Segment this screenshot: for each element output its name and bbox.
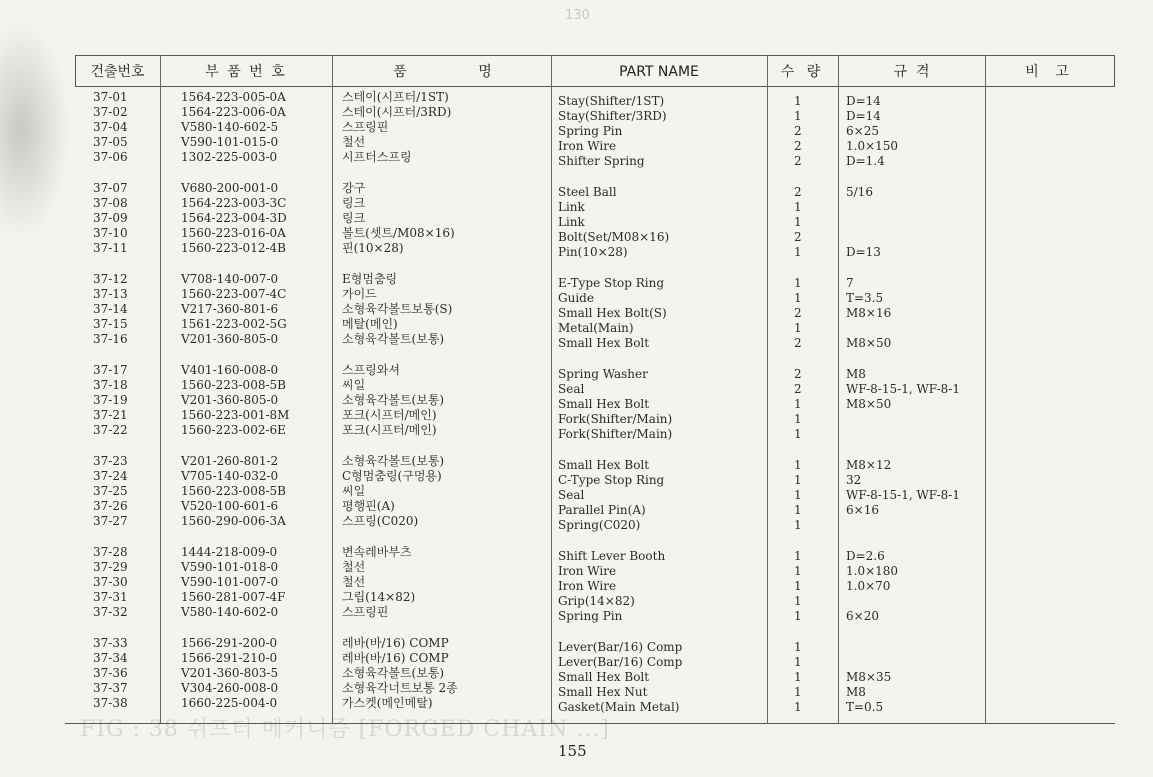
row-part-number: V201-360-805-0: [181, 393, 279, 407]
row-part-number: 1560-223-016-0A: [181, 226, 286, 240]
row-quantity: 1: [794, 200, 802, 214]
row-part-number: V520-100-601-6: [181, 499, 279, 513]
row-korean-name: 그립(14×82): [342, 590, 416, 604]
col-divider: [985, 55, 986, 723]
row-part-name: Small Hex Bolt: [558, 336, 650, 350]
row-specification: 6×20: [846, 609, 879, 623]
row-item-number: 37-15: [93, 317, 128, 331]
row-quantity: 2: [794, 124, 802, 138]
row-quantity: 1: [794, 594, 802, 608]
row-korean-name: 철선: [342, 575, 366, 589]
row-quantity: 1: [794, 564, 802, 578]
row-part-number: 1560-281-007-4F: [181, 590, 286, 604]
row-part-name: Gasket(Main Metal): [558, 700, 680, 714]
row-part-name: Bolt(Set/M08×16): [558, 230, 670, 244]
col-divider: [838, 55, 839, 723]
row-part-name: Metal(Main): [558, 321, 634, 335]
row-part-number: 1560-223-001-8M: [181, 408, 290, 422]
row-specification: D=14: [846, 94, 881, 108]
row-part-name: Parallel Pin(A): [558, 503, 646, 517]
row-quantity: 1: [794, 473, 802, 487]
row-korean-name: 스프링핀: [342, 120, 389, 134]
row-part-name: C-Type Stop Ring: [558, 473, 665, 487]
row-item-number: 37-07: [93, 181, 128, 195]
row-part-name: Shift Lever Booth: [558, 549, 666, 563]
row-specification: 1.0×150: [846, 139, 899, 153]
row-korean-name: 철선: [342, 560, 366, 574]
row-part-number: 1564-223-006-0A: [181, 105, 286, 119]
row-korean-name: 스테이(시프터/1ST): [342, 90, 449, 104]
row-quantity: 1: [794, 412, 802, 426]
row-item-number: 37-36: [93, 666, 128, 680]
row-part-name: E-Type Stop Ring: [558, 276, 665, 290]
row-specification: 5/16: [846, 185, 873, 199]
row-part-name: Link: [558, 215, 585, 229]
row-part-name: Link: [558, 200, 585, 214]
row-item-number: 37-05: [93, 135, 128, 149]
row-part-name: Spring Washer: [558, 367, 648, 381]
row-specification: D=2.6: [846, 549, 885, 563]
row-part-name: Spring Pin: [558, 609, 623, 623]
row-item-number: 37-04: [93, 120, 128, 134]
row-part-number: V590-101-018-0: [181, 560, 279, 574]
row-part-name: Stay(Shifter/3RD): [558, 109, 667, 123]
row-korean-name: 변속레바부츠: [342, 545, 412, 559]
row-item-number: 37-29: [93, 560, 128, 574]
row-part-number: 1560-223-008-5B: [181, 484, 286, 498]
row-part-number: 1560-223-002-6E: [181, 423, 286, 437]
row-part-name: Small Hex Bolt: [558, 458, 650, 472]
row-part-name: Spring Pin: [558, 124, 623, 138]
row-part-name: Stay(Shifter/1ST): [558, 94, 665, 108]
row-korean-name: 링크: [342, 211, 366, 225]
row-part-name: Seal: [558, 382, 585, 396]
row-item-number: 37-22: [93, 423, 128, 437]
row-quantity: 1: [794, 427, 802, 441]
row-part-number: 1564-223-003-3C: [181, 196, 287, 210]
row-quantity: 2: [794, 230, 802, 244]
row-quantity: 2: [794, 367, 802, 381]
row-quantity: 1: [794, 245, 802, 259]
row-part-number: V590-101-007-0: [181, 575, 279, 589]
row-part-name: Small Hex Bolt: [558, 670, 650, 684]
row-quantity: 1: [794, 655, 802, 669]
row-item-number: 37-06: [93, 150, 128, 164]
col-divider: [332, 55, 333, 723]
row-part-name: Small Hex Nut: [558, 685, 648, 699]
row-korean-name: 평행핀(A): [342, 499, 395, 513]
row-korean-name: C형멈춤링(구멍용): [342, 469, 442, 483]
row-part-number: V590-101-015-0: [181, 135, 279, 149]
row-item-number: 37-02: [93, 105, 128, 119]
row-item-number: 37-23: [93, 454, 128, 468]
row-quantity: 2: [794, 139, 802, 153]
row-part-number: 1560-223-008-5B: [181, 378, 286, 392]
row-item-number: 37-11: [93, 241, 128, 255]
row-part-number: V217-360-801-6: [181, 302, 279, 316]
row-specification: WF-8-15-1, WF-8-1: [846, 382, 960, 396]
row-part-number: 1302-225-003-0: [181, 150, 278, 164]
row-quantity: 2: [794, 306, 802, 320]
col-divider: [551, 55, 552, 723]
row-part-name: Lever(Bar/16) Comp: [558, 655, 683, 669]
row-korean-name: 레바(바/16) COMP: [342, 636, 449, 650]
row-item-number: 37-19: [93, 393, 128, 407]
row-korean-name: 강구: [342, 181, 366, 195]
row-quantity: 2: [794, 336, 802, 350]
row-korean-name: 스프링핀: [342, 605, 389, 619]
row-specification: M8×50: [846, 397, 892, 411]
col-divider: [767, 55, 768, 723]
row-korean-name: 가이드: [342, 287, 377, 301]
row-korean-name: 스프링와셔: [342, 363, 400, 377]
header-remark: 비 고: [1025, 64, 1075, 80]
row-quantity: 1: [794, 640, 802, 654]
row-specification: D=13: [846, 245, 881, 259]
row-part-name: Shifter Spring: [558, 154, 645, 168]
row-part-number: V580-140-602-0: [181, 605, 279, 619]
row-item-number: 37-21: [93, 408, 128, 422]
row-quantity: 1: [794, 215, 802, 229]
row-part-name: Iron Wire: [558, 579, 617, 593]
row-part-number: V201-360-805-0: [181, 332, 279, 346]
row-specification: M8×16: [846, 306, 892, 320]
row-quantity: 1: [794, 518, 802, 532]
row-part-name: Fork(Shifter/Main): [558, 412, 673, 426]
header-spec: 규 격: [893, 64, 930, 80]
row-part-name: Steel Ball: [558, 185, 617, 199]
row-korean-name: 메탈(메인): [342, 317, 398, 331]
row-specification: 1.0×70: [846, 579, 891, 593]
row-item-number: 37-33: [93, 636, 128, 650]
header-part-name: PART NAME: [619, 64, 699, 80]
row-quantity: 1: [794, 458, 802, 472]
row-part-number: 1444-218-009-0: [181, 545, 278, 559]
row-item-number: 37-17: [93, 363, 128, 377]
row-item-number: 37-37: [93, 681, 128, 695]
row-korean-name: 포크(시프터/메인): [342, 423, 437, 437]
row-item-number: 37-31: [93, 590, 128, 604]
row-item-number: 37-14: [93, 302, 128, 316]
row-part-number: V708-140-007-0: [181, 272, 279, 286]
row-item-number: 37-10: [93, 226, 128, 240]
row-part-name: Seal: [558, 488, 585, 502]
row-specification: M8×50: [846, 336, 892, 350]
row-specification: WF-8-15-1, WF-8-1: [846, 488, 960, 502]
row-part-name: Lever(Bar/16) Comp: [558, 640, 683, 654]
row-item-number: 37-16: [93, 332, 128, 346]
row-quantity: 1: [794, 700, 802, 714]
row-part-name: Spring(C020): [558, 518, 641, 532]
row-part-number: 1564-223-005-0A: [181, 90, 286, 104]
row-part-name: Iron Wire: [558, 139, 617, 153]
row-korean-name: 씨일: [342, 378, 366, 392]
row-korean-name: 볼트(셋트/M08×16): [342, 226, 455, 240]
row-korean-name: 소형육각볼트(보통): [342, 666, 445, 680]
row-korean-name: 시프터스프링: [342, 150, 412, 164]
row-part-number: V680-200-001-0: [181, 181, 279, 195]
row-specification: M8×35: [846, 670, 892, 684]
row-korean-name: 씨일: [342, 484, 366, 498]
row-korean-name: 링크: [342, 196, 366, 210]
row-korean-name: 핀(10×28): [342, 241, 404, 255]
row-korean-name: 포크(시프터/메인): [342, 408, 437, 422]
row-part-number: 1660-225-004-0: [181, 696, 278, 710]
row-quantity: 1: [794, 321, 802, 335]
row-item-number: 37-01: [93, 90, 128, 104]
row-quantity: 1: [794, 276, 802, 290]
row-part-number: V580-140-602-5: [181, 120, 279, 134]
col-divider: [160, 55, 161, 723]
row-korean-name: 스테이(시프터/3RD): [342, 105, 452, 119]
scan-smudge: [0, 20, 70, 240]
row-korean-name: 레바(바/16) COMP: [342, 651, 449, 665]
row-specification: M8: [846, 685, 866, 699]
row-part-name: Guide: [558, 291, 594, 305]
row-specification: T=0.5: [846, 700, 884, 714]
row-korean-name: 스프링(C020): [342, 514, 419, 528]
row-quantity: 1: [794, 397, 802, 411]
row-specification: M8: [846, 367, 866, 381]
row-quantity: 1: [794, 549, 802, 563]
row-korean-name: 가스켓(메인메탈): [342, 696, 433, 710]
header-name-kr-1: 품: [393, 64, 407, 80]
row-item-number: 37-28: [93, 545, 128, 559]
row-quantity: 2: [794, 185, 802, 199]
row-part-number: V705-140-032-0: [181, 469, 279, 483]
row-quantity: 1: [794, 503, 802, 517]
row-part-number: 1566-291-200-0: [181, 636, 278, 650]
row-part-name: Grip(14×82): [558, 594, 635, 608]
row-part-name: Small Hex Bolt(S): [558, 306, 667, 320]
row-korean-name: 소형육각볼트보통(S): [342, 302, 453, 316]
row-part-name: Pin(10×28): [558, 245, 628, 259]
row-item-number: 37-30: [93, 575, 128, 589]
row-item-number: 37-12: [93, 272, 128, 286]
table-bottom-rule: [65, 723, 1115, 724]
bleed-through-text-bottom: FIG : 38 쉬프터 메커니즘 [FORGED CHAIN ...]: [80, 717, 610, 742]
row-part-number: 1560-223-007-4C: [181, 287, 287, 301]
row-specification: 32: [846, 473, 862, 487]
row-item-number: 37-38: [93, 696, 128, 710]
row-part-number: 1561-223-002-5G: [181, 317, 287, 331]
row-specification: D=1.4: [846, 154, 885, 168]
row-quantity: 1: [794, 609, 802, 623]
header-qty: 수 량: [780, 64, 825, 80]
row-item-number: 37-13: [93, 287, 128, 301]
header-name-kr-2: 명: [478, 64, 492, 80]
row-item-number: 37-27: [93, 514, 128, 528]
row-korean-name: E형멈춤링: [342, 272, 398, 286]
row-part-number: V201-360-803-5: [181, 666, 279, 680]
row-korean-name: 소형육각볼트(보통): [342, 454, 445, 468]
bleed-through-text-top: 130: [565, 8, 590, 23]
header-no: 건출번호: [90, 64, 145, 80]
row-specification: 1.0×180: [846, 564, 899, 578]
row-korean-name: 철선: [342, 135, 366, 149]
row-korean-name: 소형육각볼트(보통): [342, 332, 445, 346]
row-quantity: 2: [794, 154, 802, 168]
row-part-number: 1560-290-006-3A: [181, 514, 286, 528]
row-specification: 7: [846, 276, 854, 290]
page-number: 155: [558, 742, 587, 760]
row-part-number: 1560-223-012-4B: [181, 241, 286, 255]
row-korean-name: 소형육각볼트(보통): [342, 393, 445, 407]
row-item-number: 37-18: [93, 378, 128, 392]
row-specification: T=3.5: [846, 291, 884, 305]
row-quantity: 2: [794, 382, 802, 396]
row-specification: 6×25: [846, 124, 879, 138]
row-quantity: 1: [794, 579, 802, 593]
row-part-number: V304-260-008-0: [181, 681, 279, 695]
row-part-number: V201-260-801-2: [181, 454, 279, 468]
row-item-number: 37-24: [93, 469, 128, 483]
row-quantity: 1: [794, 670, 802, 684]
row-part-number: 1564-223-004-3D: [181, 211, 287, 225]
header-part-no: 부 품 번 호: [205, 64, 287, 80]
row-item-number: 37-32: [93, 605, 128, 619]
row-item-number: 37-34: [93, 651, 128, 665]
row-part-number: 1566-291-210-0: [181, 651, 278, 665]
row-quantity: 1: [794, 685, 802, 699]
row-part-name: Small Hex Bolt: [558, 397, 650, 411]
row-specification: M8×12: [846, 458, 892, 472]
row-item-number: 37-25: [93, 484, 128, 498]
row-part-name: Fork(Shifter/Main): [558, 427, 673, 441]
row-specification: D=14: [846, 109, 881, 123]
row-item-number: 37-09: [93, 211, 128, 225]
row-quantity: 1: [794, 109, 802, 123]
row-part-name: Iron Wire: [558, 564, 617, 578]
row-korean-name: 소형육각너트보통 2종: [342, 681, 458, 695]
row-specification: 6×16: [846, 503, 879, 517]
row-part-number: V401-160-008-0: [181, 363, 279, 377]
row-quantity: 1: [794, 94, 802, 108]
row-quantity: 1: [794, 291, 802, 305]
row-item-number: 37-26: [93, 499, 128, 513]
row-quantity: 1: [794, 488, 802, 502]
row-item-number: 37-08: [93, 196, 128, 210]
